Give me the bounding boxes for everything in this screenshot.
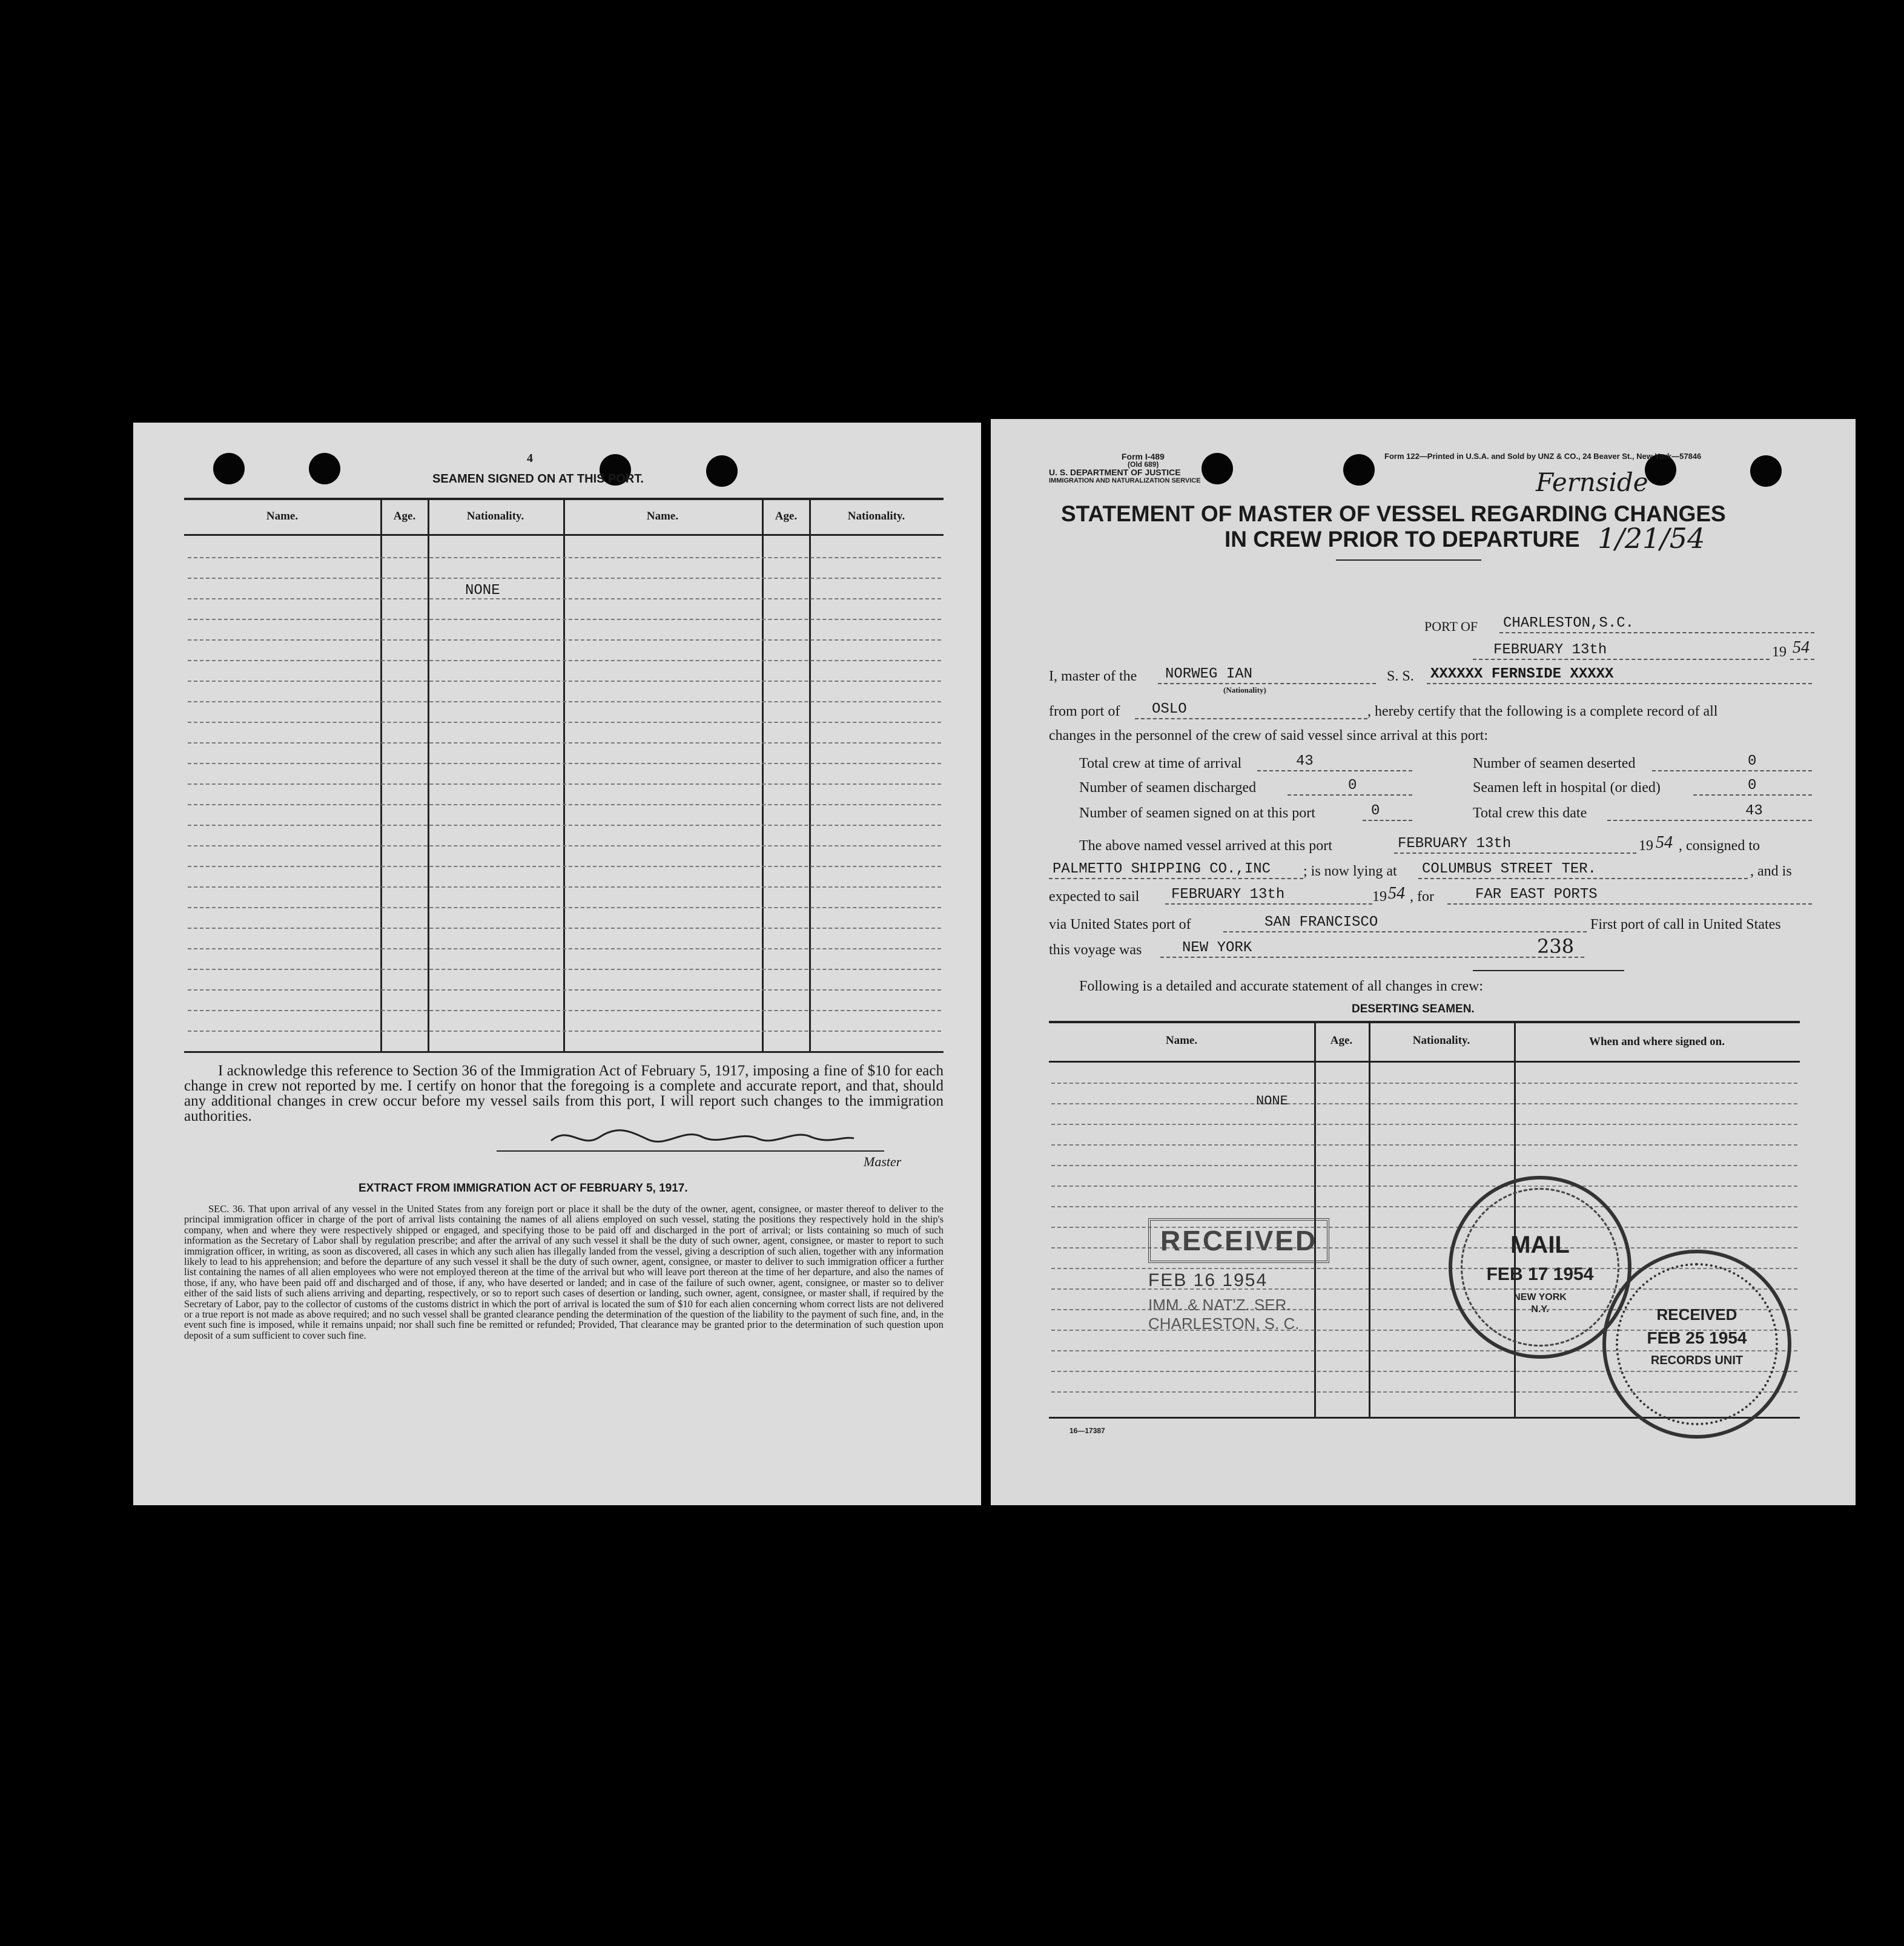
total-date-label: Total crew this date <box>1473 805 1587 821</box>
total-arrival-value: 43 <box>1296 753 1314 770</box>
ruled-line <box>188 619 941 620</box>
deserting-table-header-rule <box>1049 1061 1800 1063</box>
handwritten-number: 238 <box>1537 935 1575 958</box>
certify-text: , hereby certify that the following is a complete record of all <box>1367 704 1718 719</box>
year-value: 54 <box>1793 638 1810 657</box>
handwritten-vessel-name: Fernside <box>1536 467 1648 497</box>
fill-line <box>1394 853 1636 854</box>
master-signature <box>545 1119 860 1155</box>
service: IMMIGRATION AND NATURALIZATION SERVICE <box>1049 477 1201 484</box>
fill-line <box>1257 770 1412 771</box>
fill-line <box>1165 903 1372 905</box>
deserted-label: Number of seamen deserted <box>1473 756 1636 771</box>
received-stamp-line1: IMM. & NAT'Z. SER. <box>1148 1296 1291 1314</box>
mail-stamp-line1: NEW YORK <box>1513 1292 1567 1302</box>
ruled-line <box>1051 1083 1797 1084</box>
nationality-caption: (Nationality) <box>1223 685 1266 694</box>
via-label: via United States port of <box>1049 917 1191 932</box>
punch-hole <box>1343 454 1375 486</box>
department: U. S. DEPARTMENT OF JUSTICE <box>1049 467 1181 477</box>
fill-line <box>1049 878 1303 879</box>
fill-line <box>1693 794 1812 796</box>
ruled-line <box>1051 1186 1797 1187</box>
separator-rule <box>1473 970 1624 971</box>
fill-line <box>1418 878 1748 879</box>
ruled-line <box>188 804 941 805</box>
consigned-label: , consigned to <box>1679 838 1760 854</box>
ruled-line <box>188 886 941 888</box>
page-number: 4 <box>527 452 533 465</box>
column-header: When and where signed on. <box>1588 1035 1725 1048</box>
ruled-line <box>188 742 941 744</box>
fill-line <box>1652 770 1812 771</box>
fill-line <box>1223 931 1587 932</box>
sail-label: expected to sail <box>1049 889 1140 905</box>
hospital-label: Seamen left in hospital (or died) <box>1473 780 1661 796</box>
sail-year: 54 <box>1388 884 1405 903</box>
signature-caption: Master <box>864 1154 902 1169</box>
left-entry-none: NONE <box>465 582 500 599</box>
ruled-line <box>188 763 941 764</box>
ruled-line <box>1051 1103 1797 1104</box>
punch-hole <box>1750 455 1782 487</box>
ruled-line <box>1051 1144 1797 1146</box>
punch-hole <box>309 453 340 484</box>
mail-stamp-line2: N.Y. <box>1531 1304 1549 1314</box>
received-stamp-charleston <box>1148 1218 1366 1333</box>
fill-line <box>1158 683 1376 684</box>
acknowledgment-text: I acknowledge this reference to Section 36 of the Immigration Act of February 5, 1917, imposing a fine of $10 for each change in crew not reported by me. I certify on honor that the foregoing is a complete and accurate report, and that, should any additional changes in crew occur before my vessel sails from this port, I will report such changes to the immigration authorities. <box>184 1063 944 1124</box>
form-old: (Old 689) <box>1128 460 1159 469</box>
master-label: I, master of the <box>1049 668 1137 684</box>
consignee-value: PALMETTO SHIPPING CO.,INC <box>1053 861 1271 877</box>
right-page: Form I-489 (Old 689) U. S. DEPARTMENT OF JUSTICE IMMIGRATION AND NATURALIZATION SERVICE Form 122—Printed in U.S.A. and Sold by UNZ & CO., 24 Beaver St., New York—57846 Fernside 1/21/54 STATEMENT OF MASTER OF VESSEL REGARDING CHANGES IN CREW PRIOR TO DEPARTURE PORT OF CHARLESTON,S.C. FEBRUARY 13th 19 54 I, master of the NORWEG IAN (Nationality) S. S. XXXXXX FERNSIDE XXXXX from port of OSLO , hereby certify that the following is a complete record of all changes in the personnel of the crew of said vessel since arrival at this port: Total crew at time of arrival 43 Number of seamen deserted 0 Number of seamen discharged 0 Seamen left in hospital (or died) 0 Number of seamen signed on at this port 0 Total crew this date 43 The above named vessel arrived at this port FEBRUARY 13th 19 54 , consigned to PALMETTO SHIPPING CO.,INC ; is now lying at COLUMBUS STREET TER. , and is expected to sail FEBRUARY 13th 19 54 , for FAR EAST PORTS via United States port of SAN FRANCISCO First port of call in United States this voyage was NEW YORK 238 Following is a detailed and accurate statement of all changes in crew: DESERTING SEAMEN. Name. Age. Nationality. When and where signed on. NONE 16—17387 RECEIVED FEB 16 1954 IMM. & NAT'Z. SER. CHARLESTON, S. C. MAIL FEB 17 1954 NEW YORK N.Y. RECEIVED FEB 25 1954 RECORDS UNIT <box>991 419 1856 1505</box>
ruled-line <box>188 845 941 846</box>
punch-hole <box>1202 453 1233 484</box>
hospital-value: 0 <box>1748 777 1757 794</box>
fill-line <box>1473 659 1770 660</box>
via-value: SAN FRANCISCO <box>1264 914 1378 931</box>
lying-value: COLUMBUS STREET TER. <box>1422 861 1597 877</box>
right-entry-none: NONE <box>1256 1093 1288 1109</box>
discharged-value: 0 <box>1348 777 1357 794</box>
fill-line <box>1160 957 1584 958</box>
signed-on-value: 0 <box>1371 803 1380 819</box>
arrived-label: The above named vessel arrived at this port <box>1079 838 1332 854</box>
form-title-line1: STATEMENT OF MASTER OF VESSEL REGARDING CHANGES <box>1061 501 1726 526</box>
first-port-label: First port of call in United States <box>1590 917 1781 932</box>
deserted-value: 0 <box>1748 753 1757 770</box>
column-header: Nationality. <box>466 510 524 523</box>
voyage-value: NEW YORK <box>1182 940 1252 956</box>
deserting-table-top <box>1049 1021 1800 1023</box>
ruled-line <box>188 989 941 991</box>
ruled-line <box>1051 1165 1797 1166</box>
ruled-line <box>1051 1206 1797 1207</box>
vessel-value: XXXXXX FERNSIDE XXXXX <box>1430 666 1614 682</box>
ruled-line <box>188 598 941 599</box>
form-number: Form I-489 <box>1122 452 1165 461</box>
sail-value: FEBRUARY 13th <box>1171 886 1285 903</box>
received-stamp-date: FEB 16 1954 <box>1148 1270 1268 1290</box>
column-header: Age. <box>393 510 416 523</box>
signature-line <box>497 1150 884 1152</box>
column-header: Nationality. <box>847 510 905 523</box>
ruled-line <box>188 639 941 641</box>
date-value: FEBRUARY 13th <box>1493 642 1607 658</box>
ruled-line <box>188 928 941 929</box>
records-stamp-word: RECEIVED <box>1656 1305 1737 1324</box>
total-arrival-label: Total crew at time of arrival <box>1079 756 1242 771</box>
punch-hole <box>706 455 738 487</box>
ruled-line <box>188 722 941 723</box>
fill-line <box>1790 659 1814 660</box>
ruled-line <box>188 701 941 702</box>
column-header: Name. <box>1165 1034 1198 1047</box>
ruled-line <box>188 783 941 785</box>
lying-label: ; is now lying at <box>1303 863 1397 879</box>
year-prefix: 19 <box>1772 644 1787 660</box>
deserting-title: DESERTING SEAMEN. <box>1352 1003 1475 1015</box>
ruled-line <box>188 969 941 970</box>
ruled-line <box>188 825 941 826</box>
mail-stamp-date: FEB 17 1954 <box>1486 1264 1594 1284</box>
ruled-line <box>188 1010 941 1011</box>
column-divider <box>1369 1022 1370 1417</box>
records-unit-stamp <box>1602 1250 1791 1439</box>
fill-line <box>1427 683 1812 684</box>
fill-line <box>1135 718 1367 719</box>
ruled-line <box>188 660 941 661</box>
for-label: , for <box>1410 889 1434 905</box>
fill-line <box>1499 632 1814 633</box>
ruled-line <box>188 948 941 949</box>
left-page <box>133 423 981 1505</box>
received-stamp-line2: CHARLESTON, S. C. <box>1148 1314 1300 1333</box>
ruled-line <box>188 907 941 908</box>
form-title-line2: IN CREW PRIOR TO DEPARTURE <box>1225 527 1580 552</box>
fill-line <box>1288 794 1412 796</box>
from-port-value: OSLO <box>1152 701 1187 717</box>
discharged-label: Number of seamen discharged <box>1079 780 1257 796</box>
fill-line <box>1363 820 1412 821</box>
extract-text: SEC. 36. That upon arrival of any vessel in the United States from any foreign port or place it shall be the duty of the owner, agent, consignee, or master thereof to deliver to the principal immigration officer in charge of the port of arrival lists containing the names of all aliens employed on such vessel, stating the positions they respectively hold in the ship's company, when and where they were respectively shipped or engaged, and specifying those to be paid off and discharged in the port of arrival; or lists containing so much of such information as the Secretary of Labor shall by regulation prescribe; and after the arrival of any such vessel it shall be the duty of such owner, agent, consignee, or master to report to such immigration officer, in writing, as soon as discovered, all cases in which any such alien has illegally landed from the vessel, giving a description of such alien, together with any information likely to lead to his apprehension; and before the departure of any such vessel it shall be the duty of such owner, agent, consignee, or master to deliver to such immigration officer a further list containing the names of all alien employees who were not employed thereon at the time of the arrival but who will leave port thereon at the time of her departure, and also the names of those, if any, who have been paid off and discharged and of those, if any, who have deserted or landed; and in case of the failure of such owner, agent, consignee, or master so to deliver either of the said lists of such aliens arriving and departing, respectively, or so to report such cases of desertion or landing, such owner, agent, consignee, or master shall, if required by the Secretary of Labor, pay to the collector of customs of the customs district in which the port of arrival is located the sum of $10 for each alien concerning whom correct lists are not delivered or a true report is not made as above required; and no such vessel shall be granted clearance pending the determination of the question of the liability to the payment of such fine, and, in the event such fine is imposed, while it remains unpaid; nor shall such fine be remitted or refunded; Provided, That clearance may be granted prior to the determination of such question upon deposit of a sum sufficient to cover such fine. <box>184 1203 944 1341</box>
from-port-label: from port of <box>1049 704 1120 719</box>
signed-on-label: Number of seamen signed on at this port <box>1079 805 1315 821</box>
total-date-value: 43 <box>1745 803 1763 819</box>
arrived-value: FEBRUARY 13th <box>1398 836 1512 852</box>
column-header: Name. <box>646 510 679 523</box>
voyage-label: this voyage was <box>1049 942 1142 958</box>
arrived-year: 54 <box>1656 833 1673 852</box>
records-stamp-line1: RECORDS UNIT <box>1650 1354 1744 1367</box>
ruled-line <box>188 866 941 867</box>
column-header: Name. <box>266 510 299 523</box>
certify-text-2: changes in the personnel of the crew of said vessel since arrival at this port: <box>1049 728 1489 744</box>
ruled-line <box>188 557 941 558</box>
for-value: FAR EAST PORTS <box>1475 886 1598 903</box>
mail-stamp-word: MAIL <box>1510 1232 1570 1258</box>
handwritten-date: 1/21/54 <box>1598 522 1705 555</box>
punch-hole <box>213 453 245 484</box>
ruled-line <box>1051 1124 1797 1125</box>
fill-line <box>1607 820 1812 821</box>
ss-label: S. S. <box>1387 668 1414 684</box>
following-text: Following is a detailed and accurate statement of all changes in crew: <box>1079 978 1484 994</box>
nationality-value: NORWEG IAN <box>1165 666 1253 682</box>
port-value: CHARLESTON,S.C. <box>1503 615 1635 632</box>
column-header: Age. <box>1330 1034 1353 1047</box>
column-header: Nationality. <box>1412 1034 1470 1047</box>
port-label: PORT OF <box>1424 619 1478 634</box>
ruled-line <box>188 1031 941 1032</box>
ruled-line <box>188 681 941 682</box>
records-stamp-date: FEB 25 1954 <box>1647 1328 1747 1347</box>
extract-title: EXTRACT FROM IMMIGRATION ACT OF FEBRUARY 5, 1917. <box>359 1182 688 1195</box>
and-is: , and is <box>1750 863 1792 879</box>
received-stamp-word: RECEIVED <box>1148 1218 1329 1263</box>
footer-code: 16—17387 <box>1069 1427 1105 1435</box>
fill-line <box>1447 903 1812 905</box>
printer-note: Form 122—Printed in U.S.A. and Sold by UNZ & CO., 24 Beaver St., New York—57846 <box>1384 452 1702 461</box>
title-rule <box>1336 559 1481 561</box>
ruled-line <box>188 578 941 579</box>
left-title: SEAMEN SIGNED ON AT THIS PORT. <box>432 472 644 486</box>
column-header: Age. <box>775 510 798 523</box>
